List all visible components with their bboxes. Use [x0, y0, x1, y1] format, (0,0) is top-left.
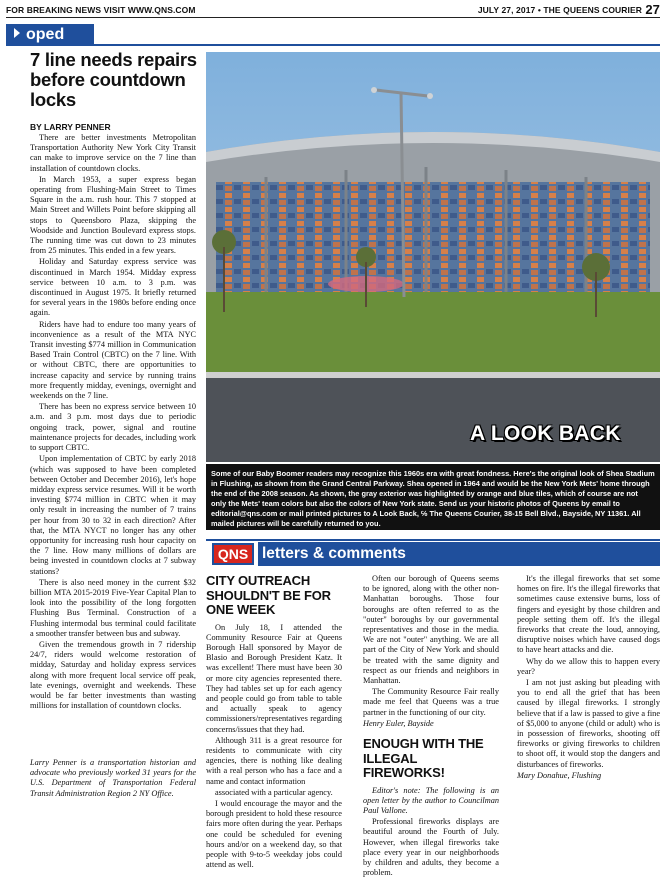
- header-rule: [6, 17, 660, 18]
- author-bio: Larry Penner is a transportation historian and advocate who previously worked 31 years for the U.S. Department of Transportation Federal Transit Administration Region 2 NY Office.: [30, 758, 196, 798]
- article-headline: 7 line needs repairs before countdown locks: [30, 49, 197, 110]
- qns-logo: QNS: [212, 543, 254, 565]
- letters-rule: [206, 539, 660, 541]
- letter-paragraph: Although 311 is a great resource for residents to communicate with city agencies, there is nothing like dealing with a real person who has a face and a name and contact information: [206, 735, 342, 786]
- section-tab-oped: [6, 24, 94, 46]
- letter-paragraph: It's the illegal fireworks that set some homes on fire. It's the illegal fireworks that sometimes cause extensive burns, loss of fingers and eyesight by those children and people setting them off. It's the illegal fireworks that create the loud, annoying, disruptive noises which have caused dogs to have heart attacks and die.: [517, 574, 660, 655]
- letter-paragraph: Professional fireworks displays are beautiful around the Fourth of July. However, when illegal fireworks take place every year in our neighborhoods by children and adults, they become a problem.: [363, 817, 499, 878]
- letter-2-signature: Mary Donahue, Flushing: [517, 770, 602, 780]
- arrow-right-icon: [14, 28, 20, 38]
- page-header: [6, 4, 660, 18]
- letter-1-column-1: [206, 574, 342, 871]
- article-paragraph: In March 1953, a super express began operating from Flushing-Main Street to Times Square in the a.m. rush hour. This 7 stopped at Main Street and Willets Point before skipping all stops to Queensboro Plaza, skipping the Woodside and Junction Boulevard express stops. The running time was cut down to 23 minutes from 25 minutes. This ended in a few years.: [30, 174, 196, 256]
- letter-1-signature: Henry Euler, Bayside: [363, 718, 434, 728]
- photo-caption: Some of our Baby Boomer readers may recognize this 1960s era with great fondness. Here's the original look of Shea Stadium in Flushing, as shown from the Grand Central Parkway. Shea opened in 1964 and would be the New York Mets' home through the end of the 2008 season. As shown, the gray exterior was highlighted by orange and blue tiles, which of course are not only the Mets' team colors but also the colors of New York state. Send us your historic photos of Queens by email to editorial@qns.com or mail printed pictures to A Look Back, ℅ The Queens Courier, 38-15 Bell Blvd., Bayside, NY 11361. All mailed pictures will be carefully returned to you.: [206, 464, 660, 530]
- article-byline: BY LARRY PENNER: [30, 122, 111, 132]
- article-paragraph: Given the tremendous growth in 7 ridership 24/7, riders would welcome restoration of midday, Saturday and holiday express services along with more frequent local service off peak, late evenings, overnight and weekends. These would be far better investments than wasting millions for installation of countdown clocks.: [30, 639, 196, 711]
- letter-paragraph: Often our borough of Queens seems to be ignored, along with the other non-Manhattan boroughs. Those four boroughs are often referred to as the "outer" boroughs by our governmental representatives and those in the media. We are not "outer" anything. We are all part of the City of New York and should be treated with the same dignity and respect as our friends and neighbors in Manhattan.: [363, 574, 499, 686]
- article-body: [30, 133, 196, 712]
- section-label: oped: [26, 26, 65, 43]
- header-website: FOR BREAKING NEWS VISIT WWW.QNS.COM: [6, 5, 196, 15]
- article-paragraph: There are better investments Metropolitan Transportation Authority New York City Transit can make to improve service on the 7 line than installation of countdown clocks.: [30, 133, 196, 173]
- article-paragraph: Holiday and Saturday express service was discontinued in March 1954. Midday express service between 10 a.m. to 3 p.m. was discontinued in August 1975. It briefly returned for several years in the 1980s before ending once again.: [30, 257, 196, 318]
- stadium-illustration: [206, 52, 660, 462]
- letters-section-title: letters & comments: [258, 542, 660, 566]
- letter-paragraph: associated with a particular agency.: [215, 787, 333, 797]
- article-paragraph: Riders have had to endure too many years of inconvenience as a result of the MTA NYC Transit investing $774 million in Communication Based Train Control (CBTC) on the 7 line. With or without CBTC, there are opportunities to increase capacity and service by running trains more frequently midday, evenings, overnight and weekends on the 7 line.: [30, 319, 196, 401]
- header-date-publication: JULY 27, 2017 • THE QUEENS COURIER: [477, 5, 642, 15]
- letter-2-column: [517, 574, 660, 789]
- editor-note: Editor's note: The following is an open letter by the author to Councilman Paul Vallone.: [363, 785, 499, 815]
- article-paragraph: There is also need money in the current $32 billion MTA 2015-2019 Five-Year Capital Plan to look into the possibility of the long forgotten Flushing Bus Terminal. Construction of a Flushing intermodal bus terminal could facilitate a smoother transfer between bus and subway.: [30, 577, 196, 638]
- letter-2-headline: ENOUGH WITH THE ILLEGAL FIREWORKS!: [363, 736, 484, 781]
- section-rule: [94, 44, 660, 46]
- letter-paragraph: I would encourage the mayor and the borough president to hold these resource fairs more often during the year. Perhaps one could be scheduled for evening hours and/or on a weekend day, so that people with 9-to-5 weekday jobs could attend as well.: [206, 798, 342, 870]
- letter-1-column-2: [363, 574, 499, 879]
- look-back-title: A LOOK BACK: [470, 422, 621, 445]
- letter-1-headline: CITY OUTREACH SHOULDN'T BE FOR ONE WEEK: [206, 573, 331, 617]
- page-number: 27: [645, 2, 660, 17]
- shea-stadium-photo: [206, 52, 660, 462]
- letter-paragraph: On July 18, I attended the Community Resource Fair at Queens Borough Hall sponsored by Mayor de Blasio and Borough President Katz. It was excellent! There must have been 30 or more city agencies represented there. They had tables set up for each agency and people could go from table to table and actually speak to agency commissioners/representatives regarding concerns/issues that they had.: [206, 622, 342, 734]
- article-paragraph: There has been no express service between 10 a.m. and 3 p.m. most days due to periodic ongoing track, power, signal and routine maintenance projects for decades, including work to support CBTC.: [30, 402, 196, 453]
- letter-paragraph: Why do we allow this to happen every year?: [517, 656, 660, 676]
- letter-paragraph: The Community Resource Fair really made me feel that Queens was a true partner in the functioning of our city.: [363, 687, 499, 717]
- letter-paragraph: I am not just asking but pleading with you to end all the grief that has been caused by illegal fireworks. I strongly believe that if a law is passed to give a fine of $5,000 to anyone (child or adult) who is in possession of fireworks, shooting off fireworks or giving fireworks to children to shoot off, it would stop the dangers and disturbances of fireworks.: [517, 678, 660, 769]
- article-paragraph: Upon implementation of CBTC by early 2018 (which was supposed to have been completed between October and December 2016), let's hope midday express service resumes. Will it be worth investing $774 million in CBTC when it may only result in increasing the number of 7 trains per hour from 30 to 32 in each direction? After that, the MTA NYCT no longer has any other opportunity for increasing rush hour capacity on the 7 line. How many millions of dollars are being invested in countdown clocks at 7 subway stations?: [30, 454, 196, 576]
